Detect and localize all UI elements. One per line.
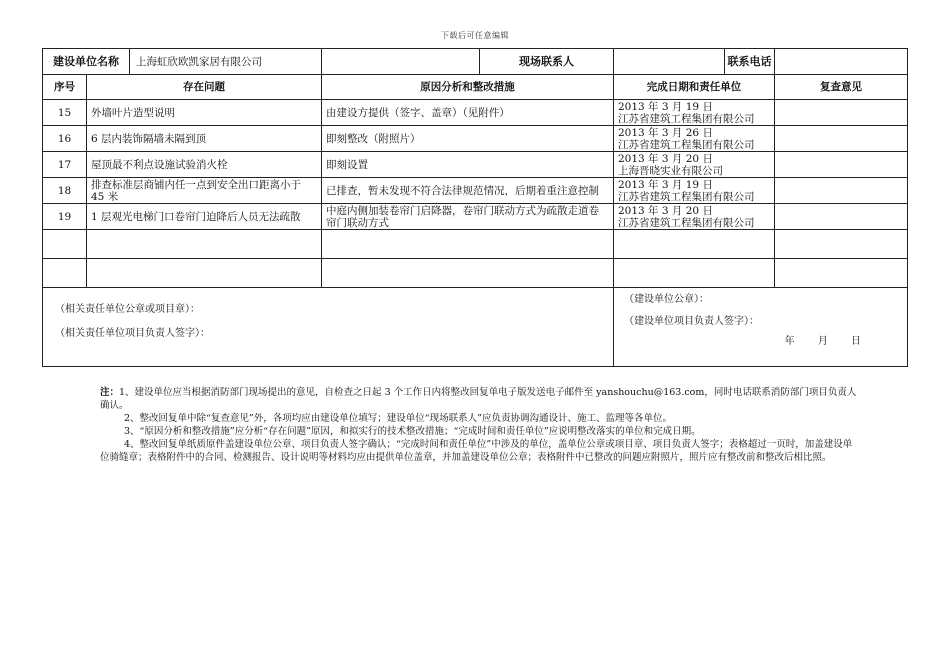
row-seq: 17 (43, 152, 87, 178)
unit-label: 建设单位名称 (43, 49, 130, 74)
row-completion[interactable] (614, 204, 775, 230)
contact-label: 现场联系人 (519, 54, 574, 68)
note-3: 3、“原因分析和整改措施”应分析“存在问题”原因，和拟实行的技术整改措施；“完成时间和责任单位”应说明整改落实的单位和完成日期。 (124, 426, 701, 437)
row-issue[interactable]: 1 层观光电梯门口卷帘门迫降后人员无法疏散 (87, 204, 322, 230)
col-completion: 完成日期和责任单位 (614, 75, 775, 100)
row-seq: 19 (43, 204, 87, 230)
row-review[interactable] (775, 204, 908, 230)
row-unit: 江苏省建筑工程集团有限公司 (618, 190, 755, 203)
builder-sign-label: （建设单位项目负责人签字）： (624, 316, 759, 327)
row-seq: 18 (43, 178, 87, 204)
row-cause[interactable]: 即刻设置 (322, 152, 614, 178)
row-unit: 江苏省建筑工程集团有限公司 (618, 138, 755, 151)
top-note: 下载后可任意编辑 (441, 31, 509, 40)
row-issue[interactable]: 排查标准层商铺内任一点到安全出口距离小于 45 米 (87, 178, 322, 204)
header-row (43, 49, 908, 75)
responsible-sign-label: （相关责任单位项目负责人签字）： (55, 328, 210, 339)
table-row (43, 152, 908, 178)
row-review[interactable] (775, 100, 908, 126)
row-completion[interactable] (614, 100, 775, 126)
row-date: 2013 年 3 月 20 日 (618, 152, 713, 165)
row-completion[interactable] (614, 178, 775, 204)
col-review: 复查意见 (775, 75, 908, 100)
table-row (43, 126, 908, 152)
row-cause[interactable]: 由建设方提供（签字、盖章）（见附件） (322, 100, 614, 126)
table-row (43, 178, 908, 204)
row-date: 2013 年 3 月 19 日 (618, 178, 713, 191)
builder-sign-area[interactable] (614, 288, 908, 367)
builder-seal-label: （建设单位公章）： (624, 294, 709, 305)
empty-row (43, 259, 908, 288)
notes-lead: 注： (100, 387, 120, 398)
note-4: 4、整改回复单纸质原件盖建设单位公章、项目负责人签字确认；“完成时间和责任单位”中涉及的单位，盖单位公章或项目章、项目负责人签字；表格超过一页时，加盖建设单位骑缝章；表格附件中的合同、检测报告、设计说明等材料均应由提供单位盖章，并加盖建设单位公章；表格附件中已整改的问题应附照片，照片应有整改前和整改后相比照。 (100, 439, 853, 463)
note-2: 2、整改回复单中除“复查意见”外，各项均应由建设单位填写；建设单位“现场联系人”应负责协调沟通设计、施工、监理等各单位。 (124, 413, 672, 424)
row-seq: 15 (43, 100, 87, 126)
row-review[interactable] (775, 126, 908, 152)
col-cause: 原因分析和整改措施 (322, 75, 614, 100)
row-unit: 江苏省建筑工程集团有限公司 (618, 112, 755, 125)
responsible-unit-sign-area[interactable] (43, 288, 614, 367)
empty-row (43, 230, 908, 259)
rectification-form-table (42, 48, 908, 367)
row-date: 2013 年 3 月 19 日 (618, 100, 713, 113)
table-row (43, 204, 908, 230)
table-row (43, 100, 908, 126)
unit-value[interactable]: 上海虹欣欧凯家居有限公司 (136, 55, 262, 68)
row-completion[interactable] (614, 152, 775, 178)
responsible-seal-label: （相关责任单位公章或项目章）： (55, 304, 200, 315)
row-review[interactable] (775, 152, 908, 178)
phone-value[interactable] (775, 49, 908, 75)
row-unit: 江苏省建筑工程集团有限公司 (618, 216, 755, 229)
row-cause[interactable]: 即刻整改（附照片） (322, 126, 614, 152)
note-1: 1、建设单位应当根据消防部门现场提出的意见，自检查之日起 3 个工作日内将整改回复单电子版发送电子邮件至 yanshouchu@163.com，同时电话联系消防部门项目负责人确认。 (100, 387, 857, 411)
row-review[interactable] (775, 178, 908, 204)
row-issue[interactable]: 6 层内装饰隔墙未隔到顶 (87, 126, 322, 152)
col-issue: 存在问题 (87, 75, 322, 100)
column-header-row (43, 75, 908, 100)
sign-date: 年 月 日 (784, 336, 861, 347)
row-date: 2013 年 3 月 26 日 (618, 126, 713, 139)
row-cause[interactable]: 中庭内侧加装卷帘门启降器，卷帘门联动方式为疏散走道卷帘门联动方式 (322, 204, 614, 230)
notes-section (100, 386, 860, 464)
row-completion[interactable] (614, 126, 775, 152)
row-date: 2013 年 3 月 20 日 (618, 204, 713, 217)
signature-row (43, 288, 908, 367)
col-seq: 序号 (43, 75, 87, 100)
phone-label: 联系电话 (727, 54, 772, 68)
contact-value[interactable] (614, 49, 725, 74)
row-unit: 上海晋晓实业有限公司 (618, 164, 723, 177)
row-seq: 16 (43, 126, 87, 152)
row-issue[interactable]: 外墙叶片造型说明 (87, 100, 322, 126)
row-cause[interactable]: 已排查，暂未发现不符合法律规范情况，后期着重注意控制 (322, 178, 614, 204)
row-issue[interactable]: 屋顶最不利点设施试验消火栓 (87, 152, 322, 178)
